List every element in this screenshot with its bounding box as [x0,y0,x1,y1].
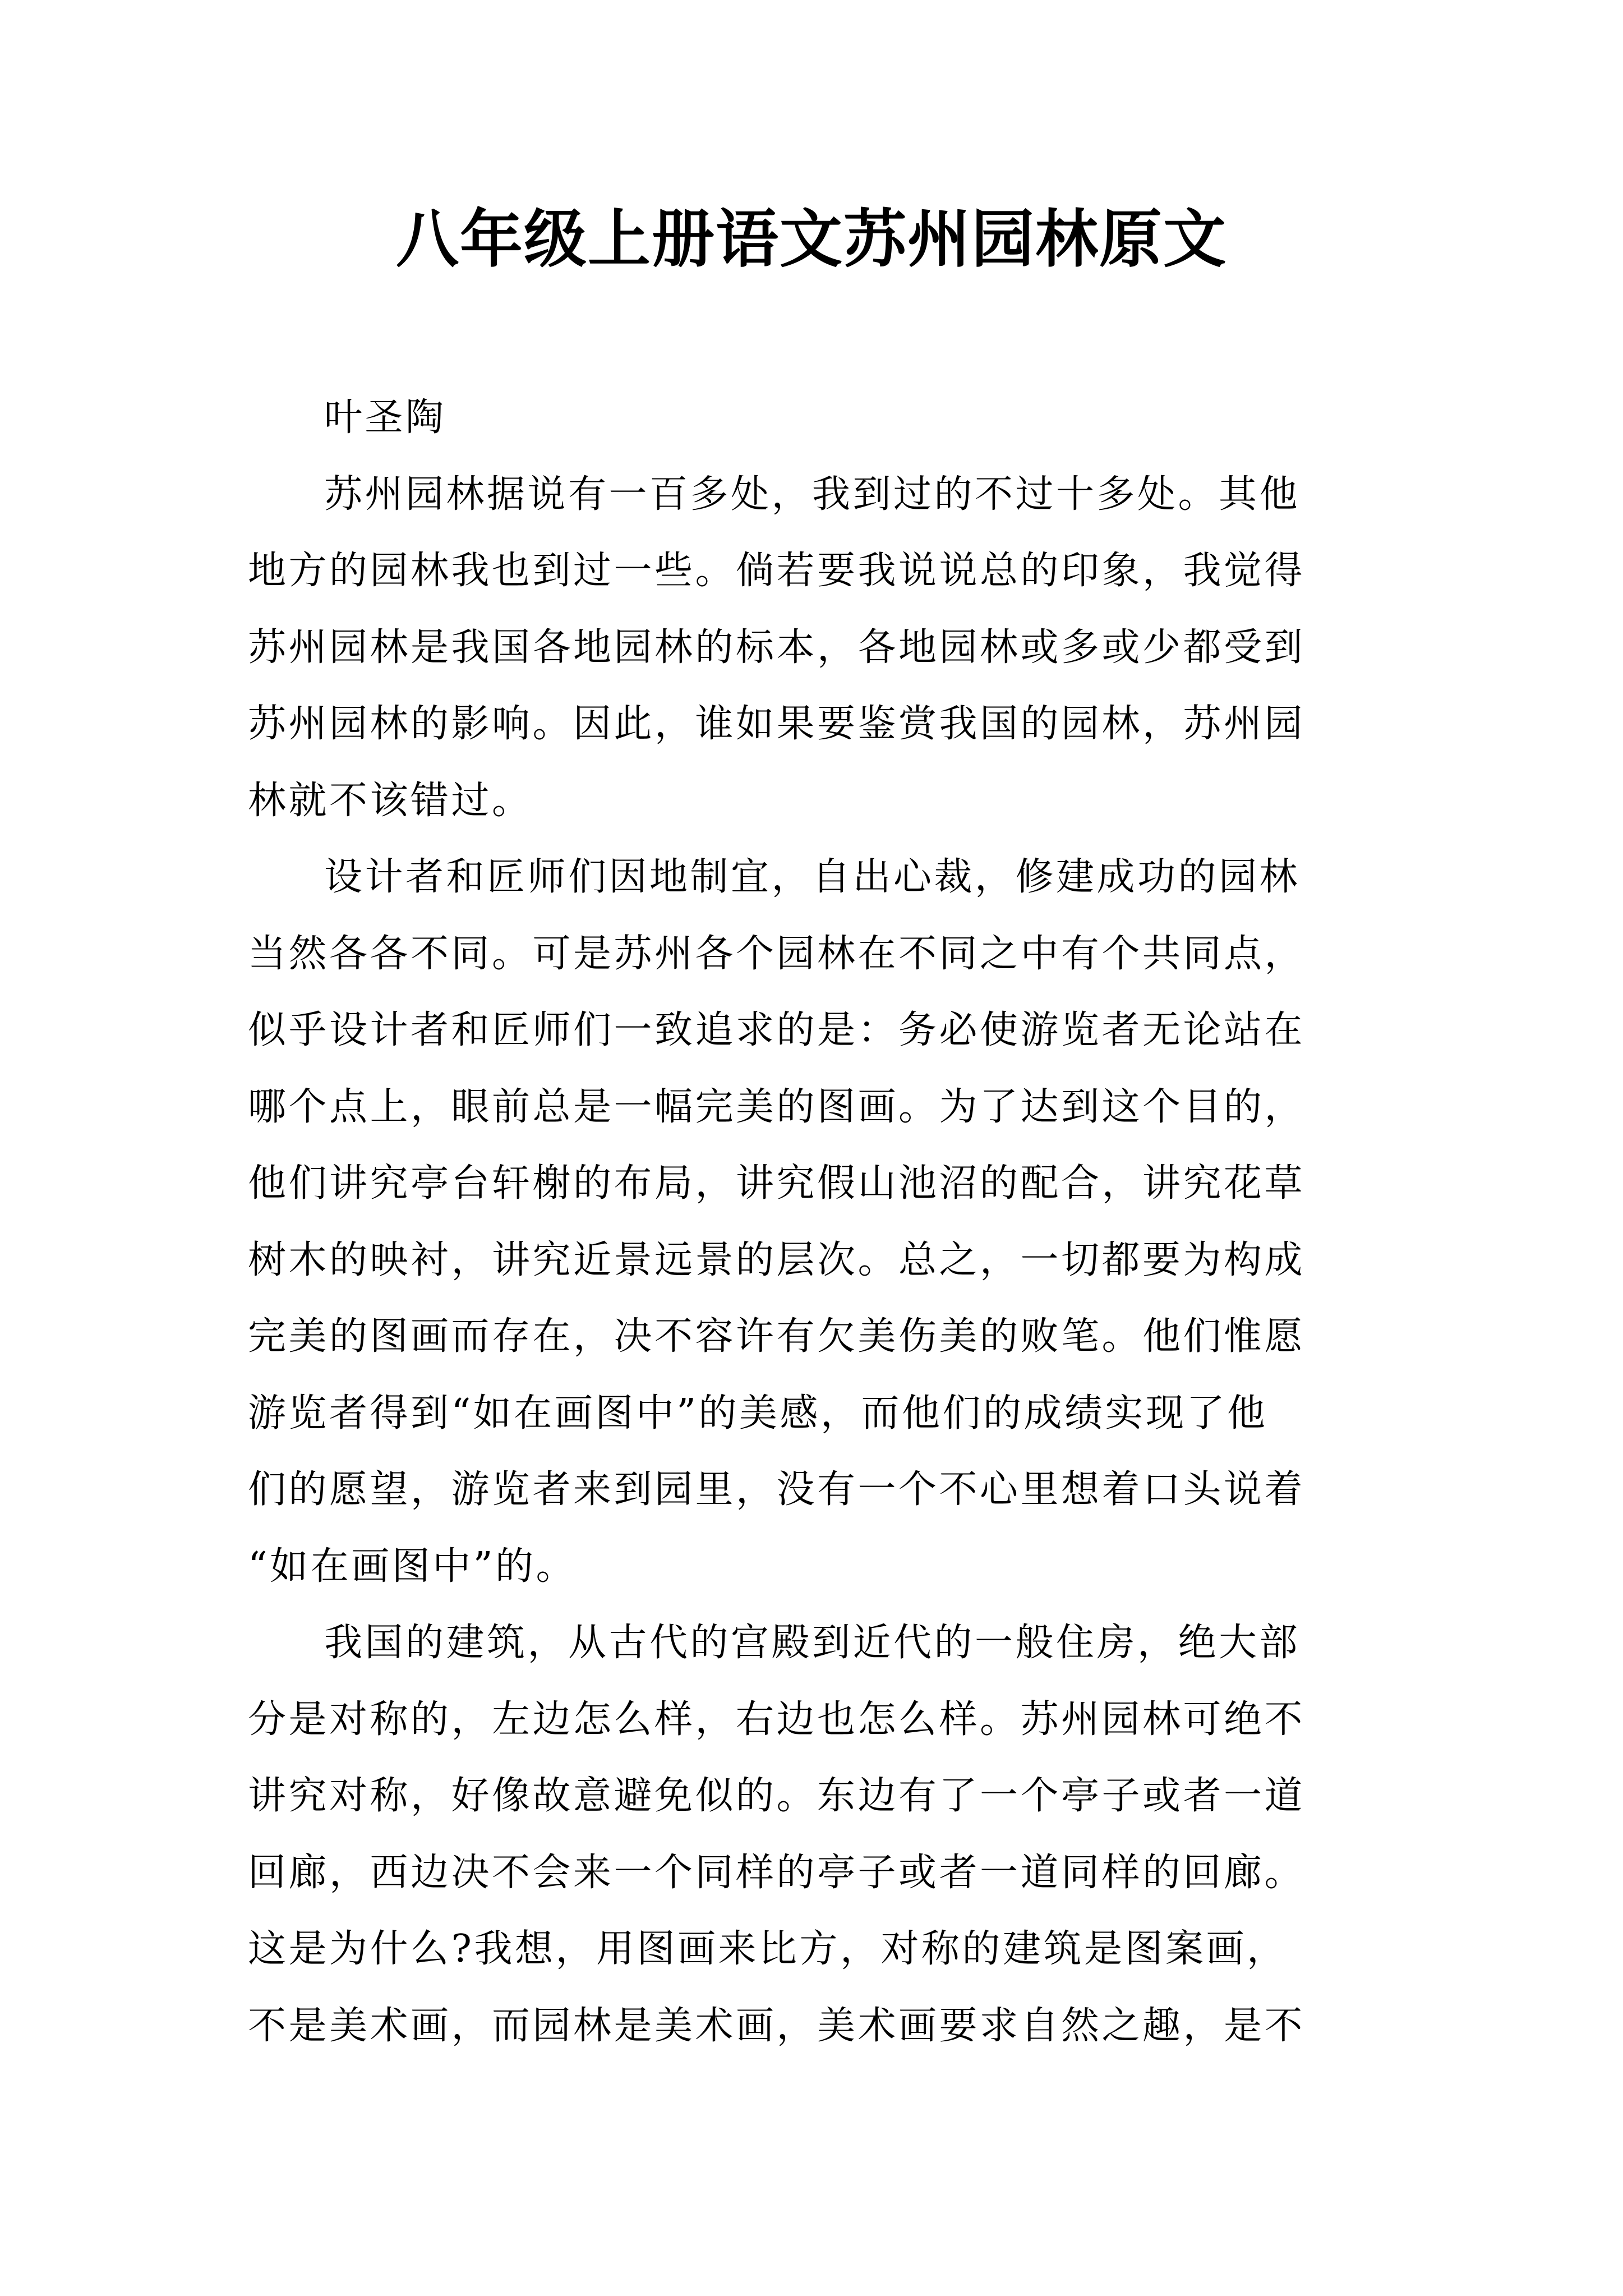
text-line: 似乎设计者和匠师们一致追求的是：务必使游览者无论站在 [248,1008,1306,1052]
text-line: 他们讲究亭台轩榭的布局，讲究假山池沼的配合，讲究花草 [248,1161,1306,1205]
text-line: 林就不该错过。 [248,778,533,823]
article-body [248,380,1399,2064]
text-line: “如在画图中”的。 [248,1544,577,1589]
page-title: 八年级上册语文苏州园林原文 [396,203,1227,276]
paragraph-2 [248,839,1399,1605]
text-line: 设计者和匠师们因地制宜，自出心裁，修建成功的园林 [324,855,1301,899]
text-line: 回廊，西边决不会来一个同样的亭子或者一道同样的回廊。 [248,1850,1306,1895]
text-line: 当然各各不同。可是苏州各个园林在不同之中有个共同点， [248,931,1306,976]
text-line: 苏州园林据说有一百多处，我到过的不过十多处。其他 [324,472,1301,517]
text-line: 地方的园林我也到过一些。倘若要我说说总的印象，我觉得 [248,549,1306,593]
text-line: 分是对称的，左边怎么样，右边也怎么样。苏州园林可绝不 [248,1697,1306,1742]
text-line: 游览者得到“如在画图中”的美感，而他们的成绩实现了他 [248,1391,1268,1435]
text-line: 苏州园林是我国各地园林的标本，各地园林或多或少都受到 [248,625,1306,670]
text-line: 我国的建筑，从古代的宫殿到近代的一般住房，绝大部 [324,1621,1301,1665]
author-line: 叶圣陶 [324,395,446,440]
text-line: 树木的映衬，讲究近景远景的层次。总之，一切都要为构成 [248,1237,1306,1282]
text-line: 哪个点上，眼前总是一幅完美的图画。为了达到这个目的， [248,1084,1306,1129]
paragraph-3 [248,1605,1399,2064]
text-line: 完美的图画而存在，决不容许有欠美伤美的败笔。他们惟愿 [248,1314,1306,1359]
text-line: 们的愿望，游览者来到园里，没有一个不心里想着口头说着 [248,1467,1306,1512]
text-line: 不是美术画，而园林是美术画，美术画要求自然之趣，是不 [248,2003,1306,2048]
text-line: 苏州园林的影响。因此，谁如果要鉴赏我国的园林，苏州园 [248,702,1306,746]
text-line: 讲究对称，好像故意避免似的。东边有了一个亭子或者一道 [248,1774,1306,1818]
paragraph-1 [248,457,1399,840]
text-line: 这是为什么?我想，用图画来比方，对称的建筑是图案画， [248,1927,1288,1971]
